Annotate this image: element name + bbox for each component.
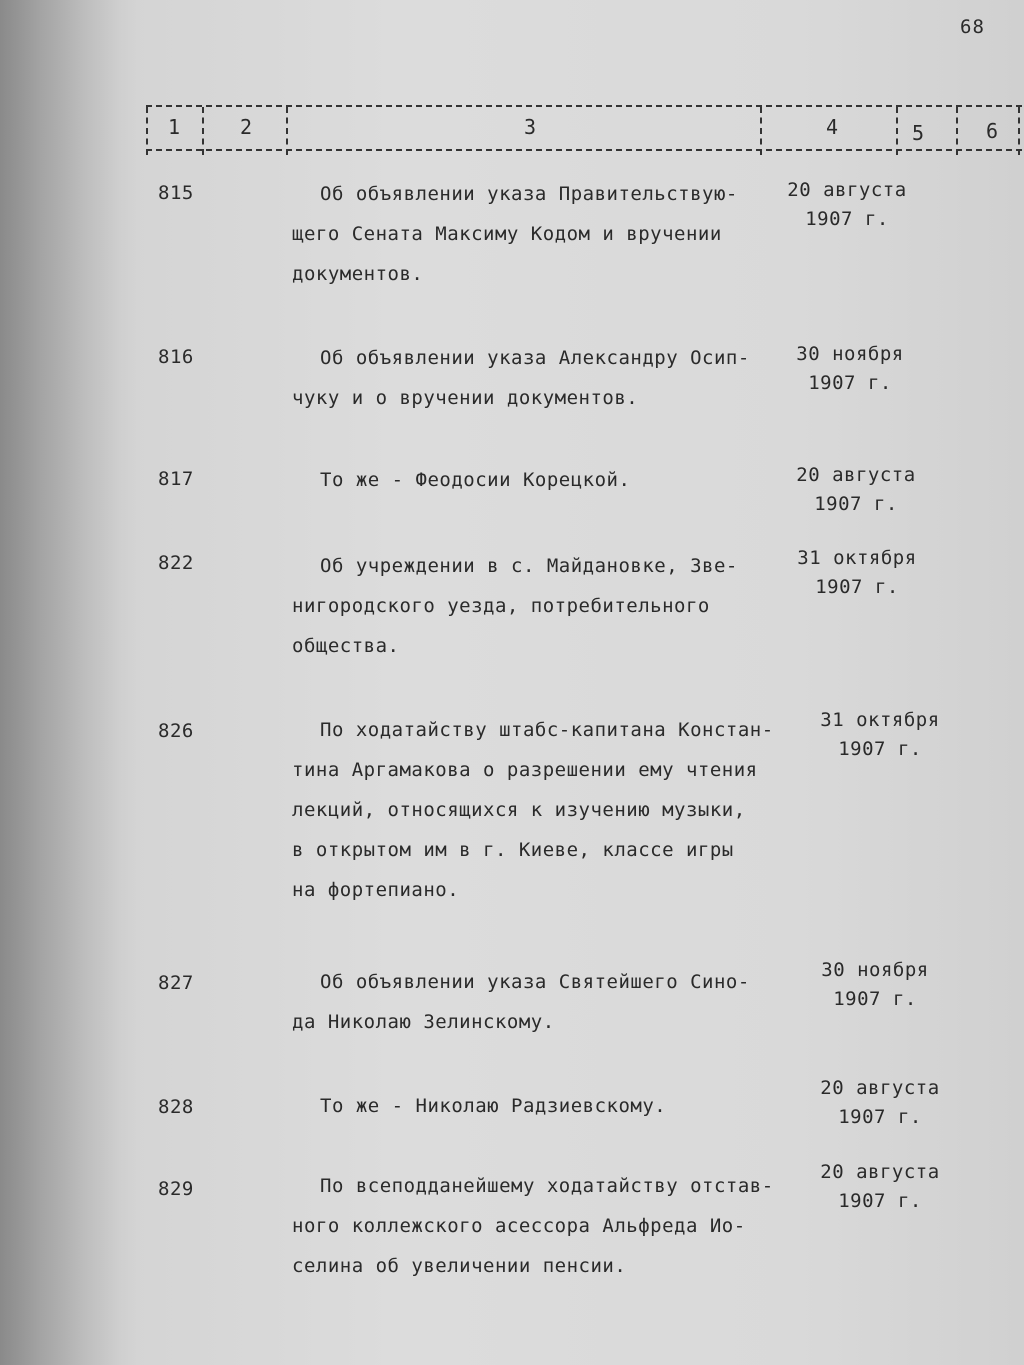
entry-date: 31 октября 1907 г. bbox=[820, 709, 940, 760]
entry-date: 31 октября 1907 г. bbox=[797, 547, 917, 598]
entry-date: 30 ноября 1907 г. bbox=[796, 343, 904, 394]
entry-description: Об объявлении указа Александру Осип- чуку и о вручении документов. bbox=[292, 347, 750, 409]
column-number-1: 1 bbox=[168, 115, 181, 139]
entry-description: Об объявлении указа Святейшего Сино- да Николаю Зелинскому. bbox=[292, 971, 750, 1033]
entry-description: Об учреждении в с. Майдановке, Зве- нигородского уезда, потребительного общества. bbox=[292, 555, 738, 657]
entry-date: 20 августа 1907 г. bbox=[796, 464, 916, 515]
entry-date: 20 августа 1907 г. bbox=[820, 1161, 940, 1212]
entry-description: Об объявлении указа Правительствую- щего Сената Максиму Кодом и вручении документов. bbox=[292, 183, 738, 285]
entry-description: То же - Феодосии Корецкой. bbox=[320, 469, 631, 491]
entry-description: По ходатайству штабс-капитана Констан- тина Аргамакова о разрешении ему чтения лекций, относящихся к изучению музыки, в открытом им в г. Киеве, классе игры на фортепиано. bbox=[292, 719, 774, 901]
column-number-2: 2 bbox=[240, 115, 253, 139]
column-number-6: 6 bbox=[986, 119, 999, 143]
entry-date: 20 августа 1907 г. bbox=[820, 1077, 940, 1128]
entry-number: 817 bbox=[158, 468, 194, 490]
entry-number: 822 bbox=[158, 552, 194, 574]
entry-date: 30 ноября 1907 г. bbox=[821, 959, 929, 1010]
entry-description: То же - Николаю Радзиевскому. bbox=[320, 1095, 667, 1117]
column-number-5: 5 bbox=[912, 121, 925, 145]
entry-number: 827 bbox=[158, 972, 194, 994]
entry-number: 828 bbox=[158, 1096, 194, 1118]
entry-number: 815 bbox=[158, 182, 194, 204]
column-number-4: 4 bbox=[826, 115, 839, 139]
entry-number: 816 bbox=[158, 346, 194, 368]
entry-date: 20 августа 1907 г. bbox=[787, 179, 907, 230]
entry-number: 826 bbox=[158, 720, 194, 742]
column-number-3: 3 bbox=[524, 115, 537, 139]
entry-number: 829 bbox=[158, 1178, 194, 1200]
entry-description: По всеподданейшему ходатайству отстав- ного коллежского асессора Альфреда Ио- селина об увеличении пенсии. bbox=[292, 1175, 774, 1277]
page-number: 68 bbox=[960, 16, 985, 38]
